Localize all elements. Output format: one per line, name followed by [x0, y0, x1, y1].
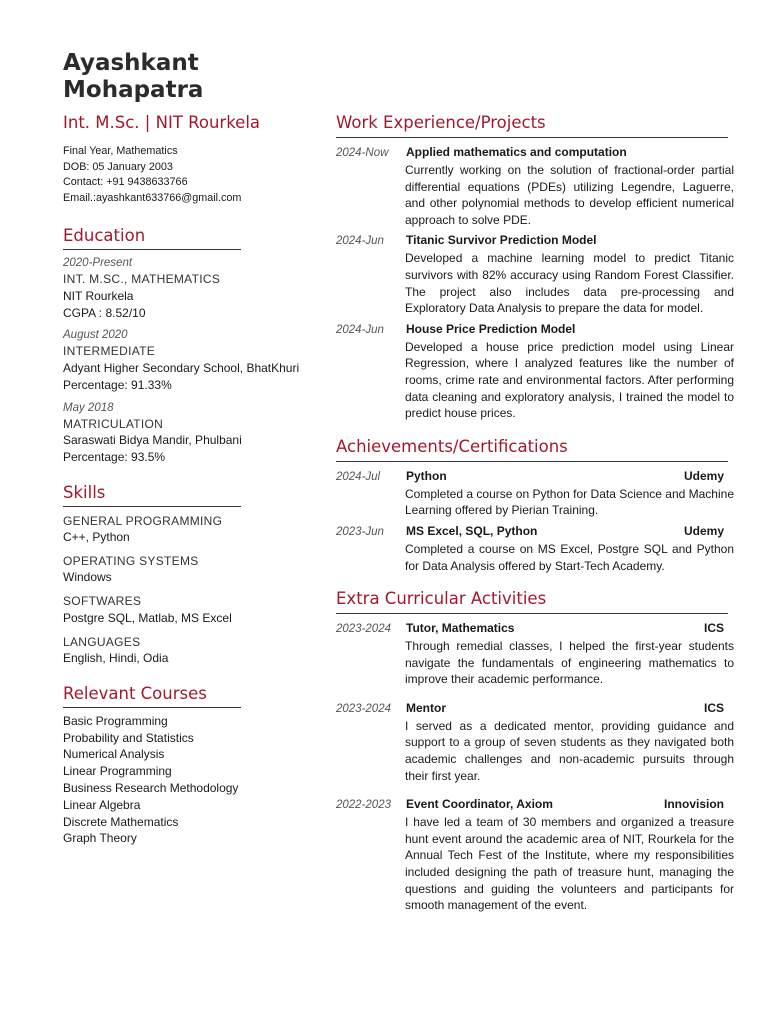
- course-item: Basic Programming: [63, 713, 168, 728]
- course-item: Graph Theory: [63, 831, 137, 846]
- entry-title: Python: [406, 468, 447, 483]
- info-year: Final Year, Mathematics: [63, 145, 178, 157]
- skill-group-name: OPERATING SYSTEMS: [63, 553, 199, 568]
- skills-section: [63, 482, 313, 667]
- activity-entry: [336, 700, 734, 784]
- info-email: Email.:ayashkant633766@gmail.com: [63, 191, 242, 204]
- entry-title: Titanic Survivor Prediction Model: [406, 233, 597, 248]
- skills-title: Skills: [63, 482, 106, 502]
- candidate-name: [63, 50, 203, 104]
- courses-title: Relevant Courses: [63, 683, 207, 703]
- work-title: Work Experience/Projects: [336, 113, 546, 132]
- entry-description: I served as a dedicated mentor, providing guidance and support to a group of seven students as they navigated both academic challenges and non-academic pursuits through their first year.: [405, 718, 734, 783]
- name-line-2: Mohapatra: [63, 77, 204, 103]
- work-section: [336, 112, 734, 422]
- divider: [63, 707, 241, 708]
- education-title: Education: [63, 226, 146, 246]
- entry-title: Tutor, Mathematics: [406, 621, 515, 636]
- activity-entry: [336, 620, 734, 688]
- education-date: August 2020: [63, 329, 128, 342]
- info-contact: Contact: +91 9438633766: [63, 176, 188, 189]
- divider: [336, 613, 728, 614]
- course-item: Linear Algebra: [63, 797, 141, 812]
- achievement-entry: [336, 523, 734, 574]
- skill-group: [63, 634, 313, 667]
- entry-description: Completed a course on Python for Data Science and Machine Learning offered by Pierian Training.: [405, 486, 734, 518]
- skill-group-value: C++, Python: [63, 530, 130, 545]
- entry-date: 2023-Jun: [336, 525, 384, 538]
- subtitle: Int. M.Sc. | NIT Rourkela: [63, 113, 261, 132]
- skill-group: [63, 513, 313, 546]
- name-line-1: Ayashkant: [63, 50, 199, 76]
- extracurricular-title: Extra Curricular Activities: [336, 589, 547, 609]
- skill-group-value: Windows: [63, 570, 112, 585]
- divider: [336, 137, 728, 138]
- education-date: 2020-Present: [63, 257, 133, 270]
- education-line: NIT Rourkela: [63, 288, 134, 303]
- entry-date: 2024-Jun: [336, 235, 384, 248]
- education-line: Adyant Higher Secondary School, BhatKhuri: [63, 360, 300, 375]
- education-line: CGPA : 8.52/10: [63, 305, 146, 320]
- entry-date: 2022-2023: [336, 799, 391, 812]
- entry-description: Completed a course on MS Excel, Postgre SQL and Python for Data Analysis offered by Start-Tech Academy.: [405, 541, 734, 573]
- skill-group-value: Postgre SQL, Matlab, MS Excel: [63, 610, 232, 625]
- left-column: [63, 112, 313, 847]
- info-dob: DOB: 05 January 2003: [63, 160, 173, 173]
- entry-description: Currently working on the solution of fractional-order partial differential equations (PDEs) utilizing Legendre, Laguerre, and other polynomial methods to develop efficient numerical approach to solve PDE.: [405, 163, 734, 227]
- divider: [63, 506, 241, 507]
- achievements-section: [336, 436, 734, 574]
- course-item: Discrete Mathematics: [63, 814, 179, 829]
- entry-title: Event Coordinator, Axiom: [406, 797, 553, 812]
- education-line: Percentage: 91.33%: [63, 377, 172, 392]
- education-line: Saraswati Bidya Mandir, Phulbani: [63, 433, 242, 448]
- entry-description: Developed a house price prediction model using Linear Regression, where I analyzed features like the number of rooms, crime rate and environmental factors. After performing data cleaning and exploratory analysis, I trained the model to predict house prices.: [405, 339, 734, 421]
- entry-org: Udemy: [683, 468, 724, 483]
- extracurricular-section: [336, 588, 734, 914]
- entry-date: 2024-Jul: [336, 470, 381, 483]
- entry-date: 2023-2024: [336, 702, 391, 715]
- right-column: [336, 112, 734, 918]
- skill-group: [63, 553, 313, 586]
- course-item: Numerical Analysis: [63, 747, 165, 762]
- entry-title: Mentor: [406, 700, 446, 715]
- activity-entry: [336, 796, 734, 914]
- education-degree: INT. M.SC., MATHEMATICS: [63, 272, 221, 287]
- entry-org: Innovision: [664, 797, 724, 812]
- entry-date: 2023-2024: [336, 623, 391, 636]
- work-entry: [336, 321, 734, 422]
- entry-description: Through remedial classes, I helped the first-year students navigate the fundamentals of engineering mathematics to improve their academic performance.: [405, 639, 734, 687]
- entry-title: House Price Prediction Model: [406, 321, 576, 336]
- skill-group-value: English, Hindi, Odia: [63, 651, 169, 666]
- entry-title: Applied mathematics and computation: [406, 145, 627, 159]
- skill-group-name: GENERAL PROGRAMMING: [63, 513, 223, 528]
- entry-org: Udemy: [683, 523, 724, 538]
- course-item: Linear Programming: [63, 764, 172, 779]
- education-date: May 2018: [63, 401, 114, 414]
- education-section: [63, 225, 313, 465]
- courses-section: [63, 683, 313, 847]
- education-entry: [63, 328, 313, 393]
- entry-date: 2024-Jun: [336, 323, 384, 336]
- divider: [63, 249, 241, 250]
- education-line: Percentage: 93.5%: [63, 449, 166, 464]
- course-item: Probability and Statistics: [63, 730, 194, 745]
- personal-info: [63, 144, 313, 206]
- education-degree: MATRICULATION: [63, 416, 164, 431]
- entry-description: I have led a team of 30 members and organized a treasure hunt event around the academic area of NIT, Rourkela for the Annual Tech Fest of the Institute, where my responsibilities included designing the path of treasure hunt, managing the questions and guiding the volunteers and participants for smooth management of the event.: [405, 815, 734, 913]
- education-degree: INTERMEDIATE: [63, 344, 156, 359]
- course-item: Business Research Methodology: [63, 781, 239, 796]
- entry-org: ICS: [703, 621, 724, 636]
- skill-group-name: SOFTWARES: [63, 594, 142, 609]
- divider: [336, 461, 728, 462]
- skill-group: [63, 593, 313, 626]
- education-entry: [63, 401, 313, 466]
- entry-title: MS Excel, SQL, Python: [406, 523, 538, 538]
- work-entry: [336, 144, 734, 228]
- achievements-title: Achievements/Certifications: [336, 436, 568, 456]
- education-entry: [63, 256, 313, 321]
- work-entry: [336, 232, 734, 316]
- entry-description: Developed a machine learning model to predict Titanic survivors with 82% accuracy using Random Forest Classifier. The project also includes data pre-processing and Exploratory Data Analysis to prepare the data for model.: [405, 251, 734, 316]
- entry-org: ICS: [703, 700, 724, 715]
- achievement-entry: [336, 468, 734, 519]
- skill-group-name: LANGUAGES: [63, 634, 141, 649]
- entry-date: 2024-Now: [336, 147, 389, 159]
